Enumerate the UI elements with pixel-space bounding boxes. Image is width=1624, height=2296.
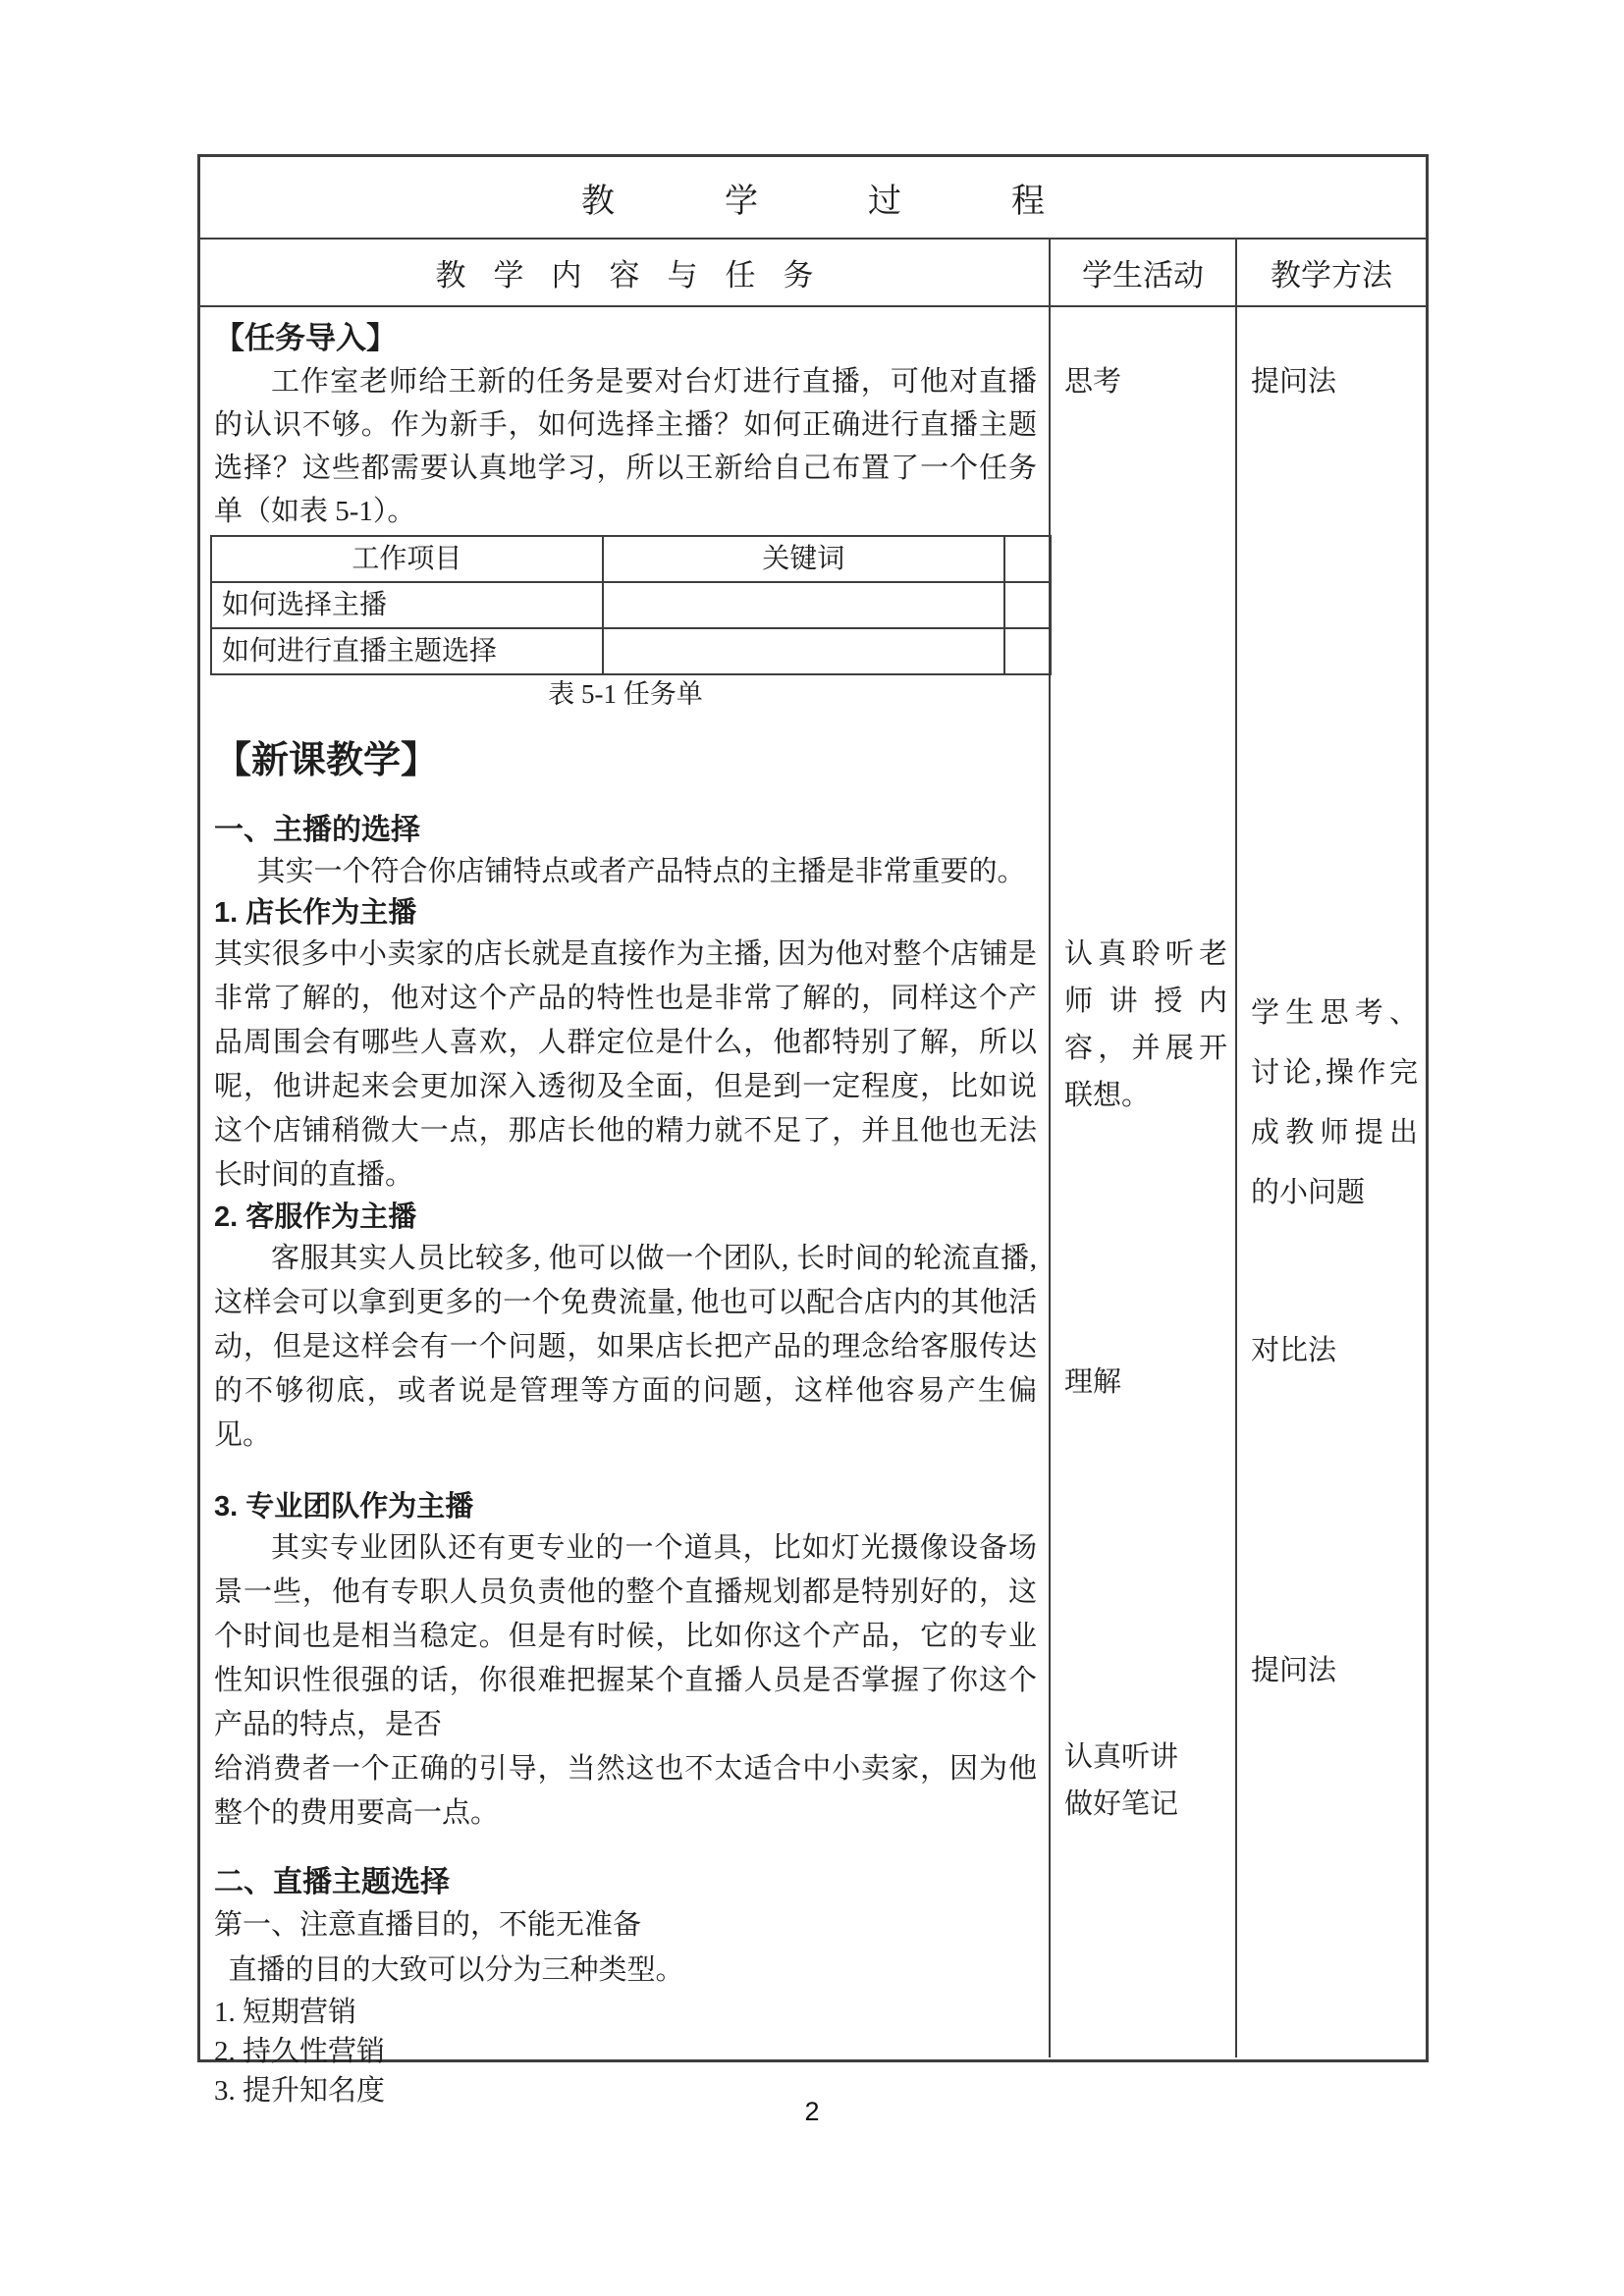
column-header-content: 教学内容与任务	[435, 258, 841, 293]
sub3-paragraph-continued: 给消费者一个正确的引导，当然这也不太适合中小卖家，因为他整个的费用要高一点。	[214, 1753, 1037, 1829]
section2-item: 1. 短期营销	[214, 1997, 357, 2028]
activity-notes-line1: 认真听讲	[1064, 1741, 1179, 1773]
method-compare: 对比法	[1251, 1335, 1337, 1366]
teaching-process-table	[197, 154, 1429, 2107]
sub3-paragraph: 其实专业团队还有更专业的一个道具，比如灯光摄像设备场景一些，他有专职人员负责他的整个直播规划都是特别好的，这个时间也是相当稳定。但是有时候，比如你这个产品，它的专业性知识性很强的话，你很难把握某个直播人员是否掌握了你这个产品的特点，是否	[214, 1532, 1037, 1740]
activity-listen: 认真聆听老师讲授内容，并展开联想。	[1064, 938, 1227, 1111]
task-sheet-table	[210, 535, 1052, 675]
task-table-cell: 如何选择主播	[211, 582, 603, 628]
task-table-header-row	[211, 536, 1051, 582]
task-table-cell: 如何进行直播主题选择	[211, 628, 603, 674]
section2-item: 2. 持久性营销	[214, 2036, 386, 2067]
method-question: 提问法	[1251, 366, 1337, 398]
task-table-cell	[1004, 582, 1051, 628]
main-row	[200, 307, 1426, 2107]
activity-notes-line2: 做好笔记	[1064, 1789, 1179, 1820]
table-title-row	[200, 157, 1426, 238]
task-table-cell	[1004, 628, 1051, 674]
section2-line1: 第一、注意直播目的，不能无准备	[214, 1909, 642, 1941]
column-header-row	[200, 238, 1426, 307]
section2-item: 3. 提升知名度	[214, 2075, 386, 2107]
sub2-paragraph: 客服其实人员比较多, 他可以做一个团队, 长时间的轮流直播, 这样会可以拿到更多的一个免费流量, 他也可以配合店内的其他活动，但是这样会有一个问题，如果店长把产品的理念给客服传达的不够彻底，或者说是管理等方面的问题，这样他容易产生偏见。	[214, 1243, 1037, 1451]
method-discuss: 学生思考、讨论,操作完成教师提出的小问题	[1251, 997, 1418, 1208]
sub2-heading: 2. 客服作为主播	[214, 1201, 417, 1233]
activity-understand: 理解	[1064, 1366, 1122, 1398]
table-title: 教学过程	[581, 183, 1155, 220]
activity-think: 思考	[1064, 366, 1122, 398]
task-table-header-extra	[1004, 536, 1051, 582]
task-table-row	[211, 582, 1051, 628]
content-column	[200, 307, 1049, 2107]
task-table-cell	[603, 582, 1004, 628]
section1-heading: 一、主播的选择	[214, 814, 420, 846]
task-table-header-project: 工作项目	[211, 536, 603, 582]
task-intro-paragraph: 工作室老师给王新的任务是要对台灯进行直播，可他对直播的认识不够。作为新手，如何选择主播？如何正确进行直播主题选择？这些都需要认真地学习，所以王新给自己布置了一个任务单（如表 5-1）。	[214, 366, 1037, 527]
section2-heading: 二、直播主题选择	[214, 1866, 450, 1898]
task-table-cell	[603, 628, 1004, 674]
section1-intro: 其实一个符合你店铺特点或者产品特点的主播是非常重要的。	[256, 856, 1026, 887]
task-intro-heading: 【任务导入】	[214, 321, 397, 355]
column-header-method: 教学方法	[1235, 240, 1426, 305]
activity-column	[1049, 307, 1235, 2057]
method-question-2: 提问法	[1251, 1655, 1337, 1686]
section2-line2: 直播的目的大致可以分为三种类型。	[228, 1954, 684, 1986]
new-lesson-heading: 【新课教学】	[214, 740, 439, 781]
activity-notes	[1064, 1734, 1227, 1828]
sub1-heading: 1. 店长作为主播	[214, 897, 417, 929]
method-column	[1235, 307, 1426, 2057]
column-header-activity: 学生活动	[1049, 240, 1235, 305]
task-table-caption: 表 5-1 任务单	[548, 679, 703, 709]
task-table-row	[211, 628, 1051, 674]
task-table-header-keyword: 关键词	[603, 536, 1004, 582]
page-number: 2	[804, 2097, 820, 2126]
sub1-paragraph: 其实很多中小卖家的店长就是直接作为主播, 因为他对整个店铺是非常了解的，他对这个产品的特性也是非常了解的，同样这个产品周围会有哪些人喜欢，人群定位是什么，他都特别了解，所以呢，他讲起来会更加深入透彻及全面，但是到一定程度，比如说这个店铺稍微大一点，那店长他的精力就不足了，并且他也无法长时间的直播。	[214, 938, 1037, 1191]
sub3-heading: 3. 专业团队作为主播	[214, 1491, 474, 1522]
